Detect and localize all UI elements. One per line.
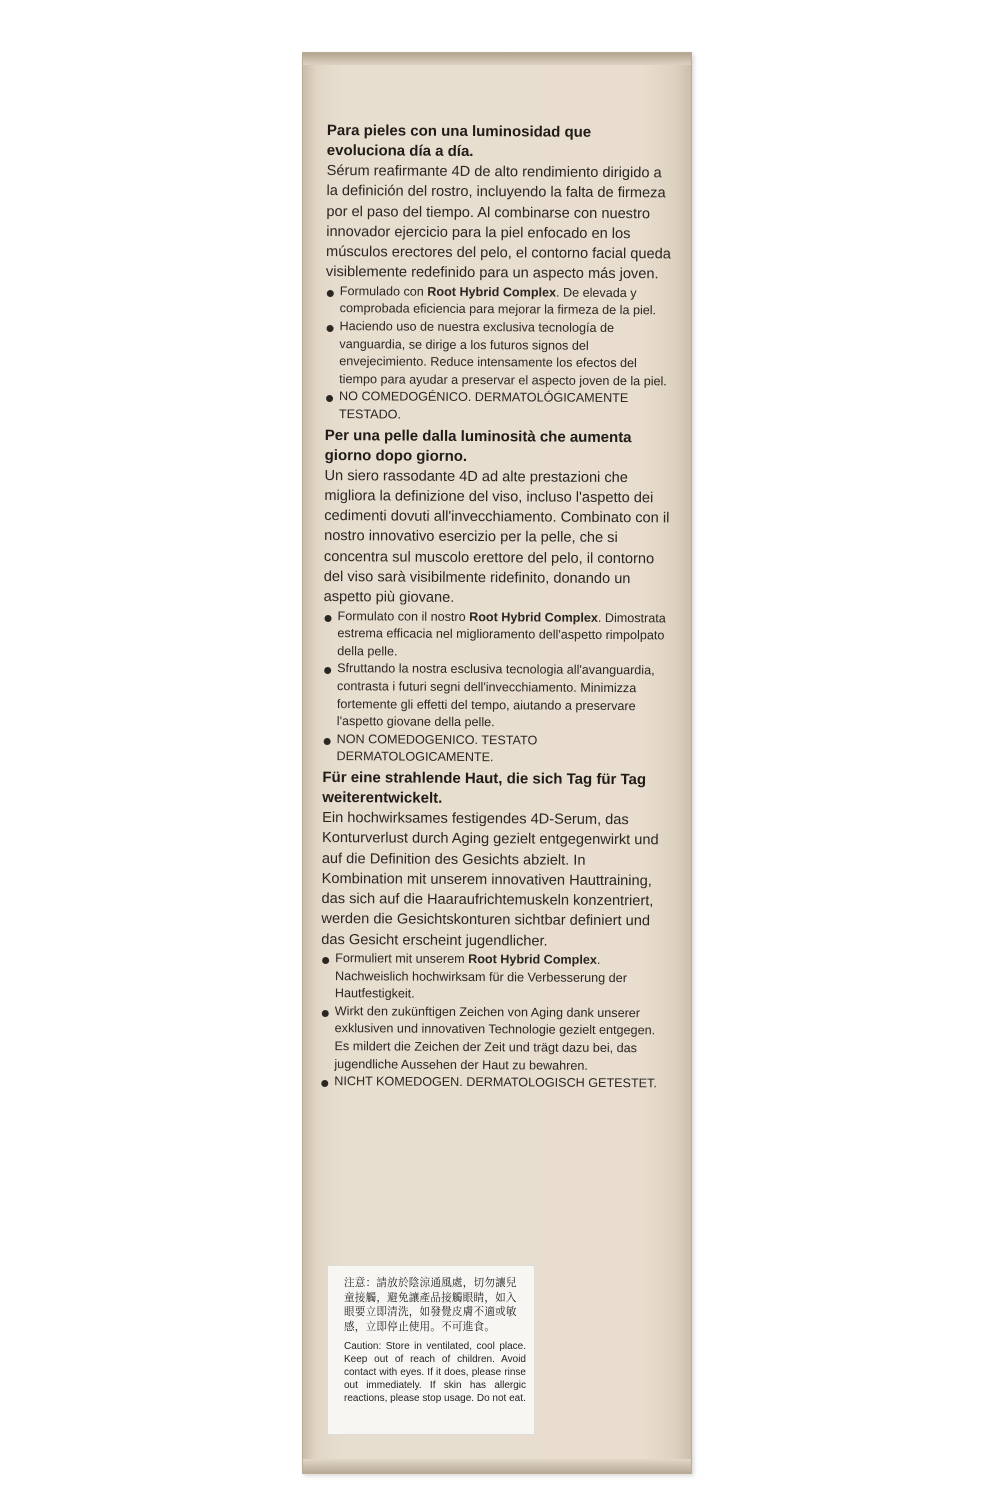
list-item: NO COMEDOGÉNICO. DERMATOLÓGICAMENTE TESTADO. [325,388,671,426]
caution-text-english: Caution: Store in ventilated, cool place. Keep out of reach of children. Avoid contact with eyes. If it does, please rinse out immediately. If skin has allergic reactions, please stop usage. Do not eat. [344,1341,526,1404]
bullet-dot-icon [322,957,329,964]
list-item: NON COMEDOGENICO. TESTATO DERMATOLOGICAMENTE. [322,731,668,769]
bullet-dot-icon [322,1010,329,1017]
spanish-section [325,121,673,426]
list-item: Haciendo uso de nuestra exclusiva tecnología de vanguardia, se dirige a los futuros signos del envejecimiento. Reduce intensamente los efectos del tiempo para ayudar a preservar el aspecto joven de la piel. [325,318,671,391]
list-item: Formulato con il nostro Root Hybrid Complex. Dimostrata estrema efficacia nel miglioramento dell'aspetto rimpolpato della pelle. [323,608,669,663]
caution-sticker [327,1265,535,1435]
list-item: NICHT KOMEDOGEN. DERMATOLOGISCH GETESTET. [320,1073,666,1093]
bullet-dot-icon [325,615,332,622]
list-item: Formulado con Root Hybrid Complex. De elevada y comprobada eficiencia para mejorar la firmeza de la piel. [326,283,672,321]
bullet-dot-icon [324,738,331,745]
product-box-side [302,52,692,1474]
spanish-heading: Para pieles con una luminosidad que evoluciona día a día. [326,121,592,161]
list-item: Formuliert mit unserem Root Hybrid Complex. Nachweislich hochwirksam für die Verbesserung der Hautfestigkeit. [321,950,667,1005]
german-body: Ein hochwirksames festigendes 4D-Serum, das Konturverlust durch Aging gezielt entgegenwirkt und auf die Definition des Gesichts abzielt. In Kombination mit unserem innovativen Hauttraining, das sich auf die Haaraufrichtemuskeln konzentriert, werden die Gesichtskonturen sichtbar definiert und das Gesicht erscheint jugendlicher. [321,809,659,950]
italian-section [322,426,670,769]
bullet-dot-icon [326,395,333,402]
german-bullets [320,950,667,1093]
bullet-dot-icon [324,667,331,674]
spanish-bullets [325,283,672,426]
label-text-area [320,121,673,1095]
bullet-dot-icon [327,325,334,332]
german-heading: Für eine strahlende Haut, die sich Tag für Tag weiterentwickelt. [322,768,647,807]
box-top-edge [303,53,691,65]
german-section [320,768,668,1093]
bullet-dot-icon [321,1080,328,1087]
box-bottom-edge [303,1459,691,1473]
italian-body: Un siero rassodante 4D ad alte prestazioni che migliora la definizione del viso, incluso l'aspetto dei cedimenti dovuti all'invecchiamento. Combinato con il nostro innovativo esercizio per la pelle, che si concentra sul muscolo erettore del pelo, il contorno del viso sarà visibilmente ridefinito, donando un aspetto più giovane. [323,467,670,607]
list-item: Wirkt den zukünftigen Zeichen von Aging dank unserer exklusiven und innovativen Technologie gezielt entgegen. Es mildert die Zeichen der Zeit und trägt dazu bei, das jugendliche Aussehen der Haut zu bewahren. [320,1003,666,1076]
list-item: Sfruttando la nostra esclusiva tecnologia all'avanguardia, contrasta i futuri segni dell'invecchiamento. Minimizza fortemente gli effetti del tempo, aiutando a preservare l'aspetto giovane della pelle. [323,660,669,733]
italian-heading: Per una pelle dalla luminosità che aumenta giorno dopo giorno. [324,426,632,465]
spanish-body: Sérum reafirmante 4D de alto rendimiento dirigido a la definición del rostro, incluyendo la falta de firmeza por el paso del tiempo. Al combinarse con nuestro innovador ejercicio para la piel enfocado en los músculos erectores del pelo, el contorno facial queda visiblemente redefinido para un aspecto más joven. [325,162,671,283]
italian-bullets [322,608,669,769]
caution-text-chinese: 注意：請放於陰涼通風處，切勿讓兒童接觸，避免讓產品接觸眼睛，如入眼要立即清洗，如發覺皮膚不適或敏感，立即停止使用。不可進食。 [344,1277,517,1333]
bullet-dot-icon [327,290,334,297]
